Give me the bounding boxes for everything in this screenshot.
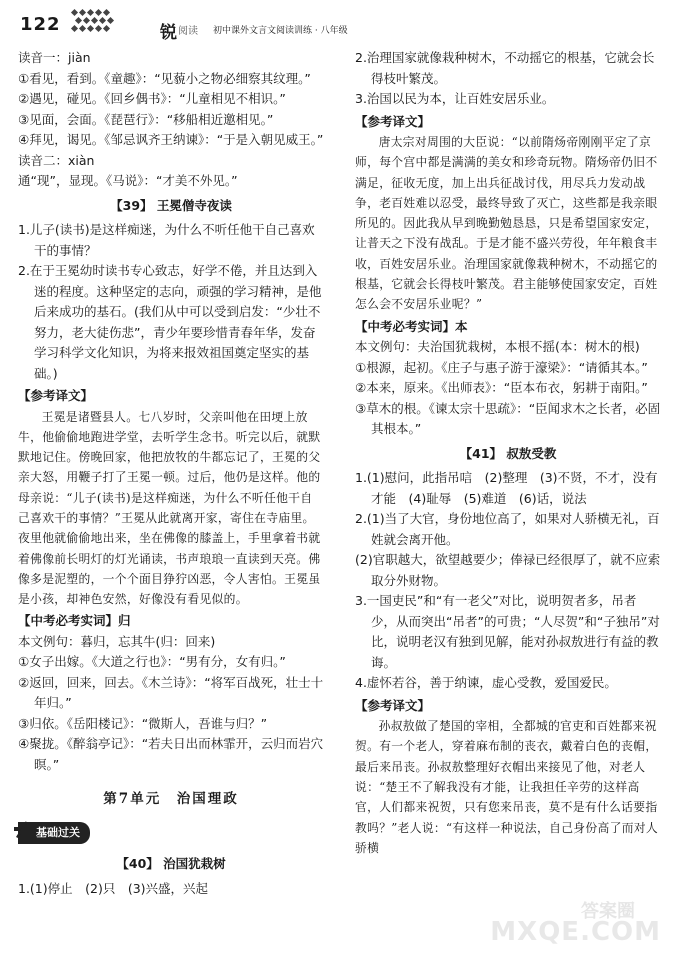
answer-item: 4.虚怀若谷，善于纳谏，虚心受教，爱国爱民。 [355, 675, 617, 691]
page-header [0, 0, 675, 48]
answer-item: 1.(1)停止 (2)只 (3)兴盛，兴起 [18, 880, 209, 896]
watermark [481, 897, 661, 947]
section-title-40: 【40】 治国犹栽树 [116, 856, 226, 872]
vocab-example: 本文例句：暮归，忘其牛(归：回来) [18, 633, 216, 649]
answer-item: 3.治国以民为本，让百姓安居乐业。 [355, 91, 555, 106]
translation-text: 孙叔敖做了楚国的宰相，全都城的官吏和百姓都来祝贺。有一个老人，穿着麻布制的丧衣，戴着白色的丧帽，最后来吊丧。孙叔敖整理好衣帽出来接见了他，对老人说：“楚王不了解我没有才能，让我担任辛劳的这样高官，人们都来祝贺，只有您来吊丧，莫不是有什么话要指教吗？”老人说：“有这样一种说法，自己身份高了而对人骄横 [355, 719, 658, 855]
list-item: ④聚拢。《醉翁亭记》：“若夫日出而林霏开，云归而岩穴暝。” [18, 736, 324, 772]
answer-item: 2.在于王冕幼时读书专心致志，好学不倦，并且达到入迷的程度。这种坚定的志向，顽强的学习精神，是他后来成功的基石。(我们从中可以受到启发：“少壮不努力，老大徒伤悲”，青少年要珍惜青春年华，发奋学习科学文化知识，为将来报效祖国奠定坚实的基础。) [18, 263, 322, 381]
answer-item: 1.儿子(读书)是这样痴迷，为什么不听任他干自己喜欢干的事情？ [18, 222, 315, 258]
reference-translation-label: 【参考译文】 [355, 113, 431, 129]
reading-1: 读音一：jiàn [18, 50, 91, 65]
badge-label: 基础过关 [36, 825, 80, 839]
list-item: ②遇见，碰见。《回乡偶书》：“儿童相见不相识。” [18, 91, 286, 106]
right-column [355, 48, 661, 858]
list-item: ①女子出嫁。《大道之行也》：“男有分，女有归。” [18, 654, 286, 670]
vocab-label: 【中考必考实词】归 [18, 613, 131, 629]
translation-text: 唐太宗对周围的大臣说：“以前隋炀帝刚刚平定了京师，每个宫中都是满满的美女和珍奇玩物。隋炀帝仍旧不满足，征收无度，加上出兵征战讨伐，用尽兵力发动战争，老百姓难以忍受，最终导致了灭亡，这些都是我亲眼所见的。因此我从早到晚勤勉恳恳，只是希望国家安定，让普天之下没有战乱。于是才能不盛兴劳役，年年粮食丰收，百姓安居乐业。治理国家就像栽种树木，不动摇它的根基，它就会长得枝叶繁茂。君主能够使国家安定，百姓怎么会不安居乐业呢？” [355, 135, 658, 312]
brand-logo: 锐 [160, 23, 177, 43]
brand-sub: 阅读 [178, 26, 198, 37]
header-decoration [70, 6, 150, 32]
reference-translation-label: 【参考译文】 [355, 697, 431, 713]
series-title: 初中课外文言文阅读训练 · 八年级 [213, 26, 348, 36]
pen-icon [14, 819, 28, 839]
answer-item: (2)官职越大，欲望越要少；俸禄已经很厚了，就不应索取分外财物。 [355, 552, 661, 588]
vocab-example: 本文例句：夫治国犹栽树，本根不摇(本：树木的根) [355, 339, 640, 355]
unit-title: 第7单元 治国理政 [103, 791, 239, 808]
reference-translation-label: 【参考译文】 [18, 388, 94, 403]
list-item: ③归依。《岳阳楼记》：“微斯人，吾谁与归？” [18, 715, 268, 731]
left-column [18, 48, 324, 899]
reading-2: 读音二：xiàn [18, 152, 95, 168]
section-title-39: 【39】 王冕僧寺夜读 [110, 197, 232, 213]
list-item: ②返回，回来，回去。《木兰诗》：“将军百战死，壮士十年归。” [18, 674, 324, 711]
translation-text: 王冕是诸暨县人。七八岁时，父亲叫他在田埂上放牛，他偷偷地跑进学堂，去听学生念书。听完以后，就默默地记住。傍晚回家，他把放牧的牛都忘记了，王冕的父亲大怒，用鞭子打了王冕一顿。过后，他仍是这样。他的母亲说：“儿子(读书)是这样痴迷，为什么不听任他干自己喜欢干的事情？”王冕从此就离开家，寄住在寺庙里。夜里他就偷偷地出来，坐在佛像的膝盖上，手里拿着书就着佛像前长明灯的灯光诵读，书声琅琅一直读到天亮。佛像多是泥塑的，一个个面目狰狞凶恶，令人害怕。王冕虽是小孩，却神色安然，好像没有看见似的。 [18, 409, 321, 607]
list-item: ①根源，起初。《庄子与惠子游于濠梁》：“请循其本。” [355, 359, 648, 375]
vocab-label: 【中考必考实词】本 [355, 318, 468, 334]
list-item: ③见面，会面。《琵琶行》：“移船相近邀相见。” [18, 111, 274, 127]
answer-item: 3.一国吏民”和“有一老父”对比，说明贺者多，吊者少，从而突出“吊者”的可贵；“人尽贺”和“子独吊”对比，说明老汉有独到见解，能对孙叔敖进行有益的教诲。 [355, 593, 660, 670]
answer-item: 2.(1)当了大官，身份地位高了，如果对人骄横无礼，百姓就会离开他。 [355, 511, 660, 547]
watermark-logo: 答案圈 [581, 901, 635, 922]
list-item: ④拜见，谒见。《邹忌讽齐王纳谏》：“于是入朝见威王。” [18, 132, 324, 147]
page-number: 122 [20, 14, 61, 35]
section-badge [18, 822, 90, 845]
list-item: ③草木的根。《谏太宗十思疏》：“臣闻求木之长者，必固其根本。” [355, 400, 661, 437]
watermark-text: MXQE.COM [490, 917, 661, 947]
answer-item: 2.治理国家就像栽种树木，不动摇它的根基，它就会长得枝叶繁茂。 [355, 50, 655, 86]
list-item: 通“现”，显现。《马说》：“才美不外见。” [18, 173, 238, 188]
section-title-41: 【41】 叔敖受教 [459, 445, 557, 461]
list-item: ①看见，看到。《童趣》：“见藐小之物必细察其纹理。” [18, 70, 311, 86]
answer-item: 1.(1)慰问，此指吊唁 (2)整理 (3)不贤，不才，没有才能 (4)耻辱 (5)难道 (6)话，说法 [355, 470, 658, 506]
list-item: ②本来，原来。《出师表》：“臣本布衣，躬耕于南阳。” [355, 380, 648, 396]
